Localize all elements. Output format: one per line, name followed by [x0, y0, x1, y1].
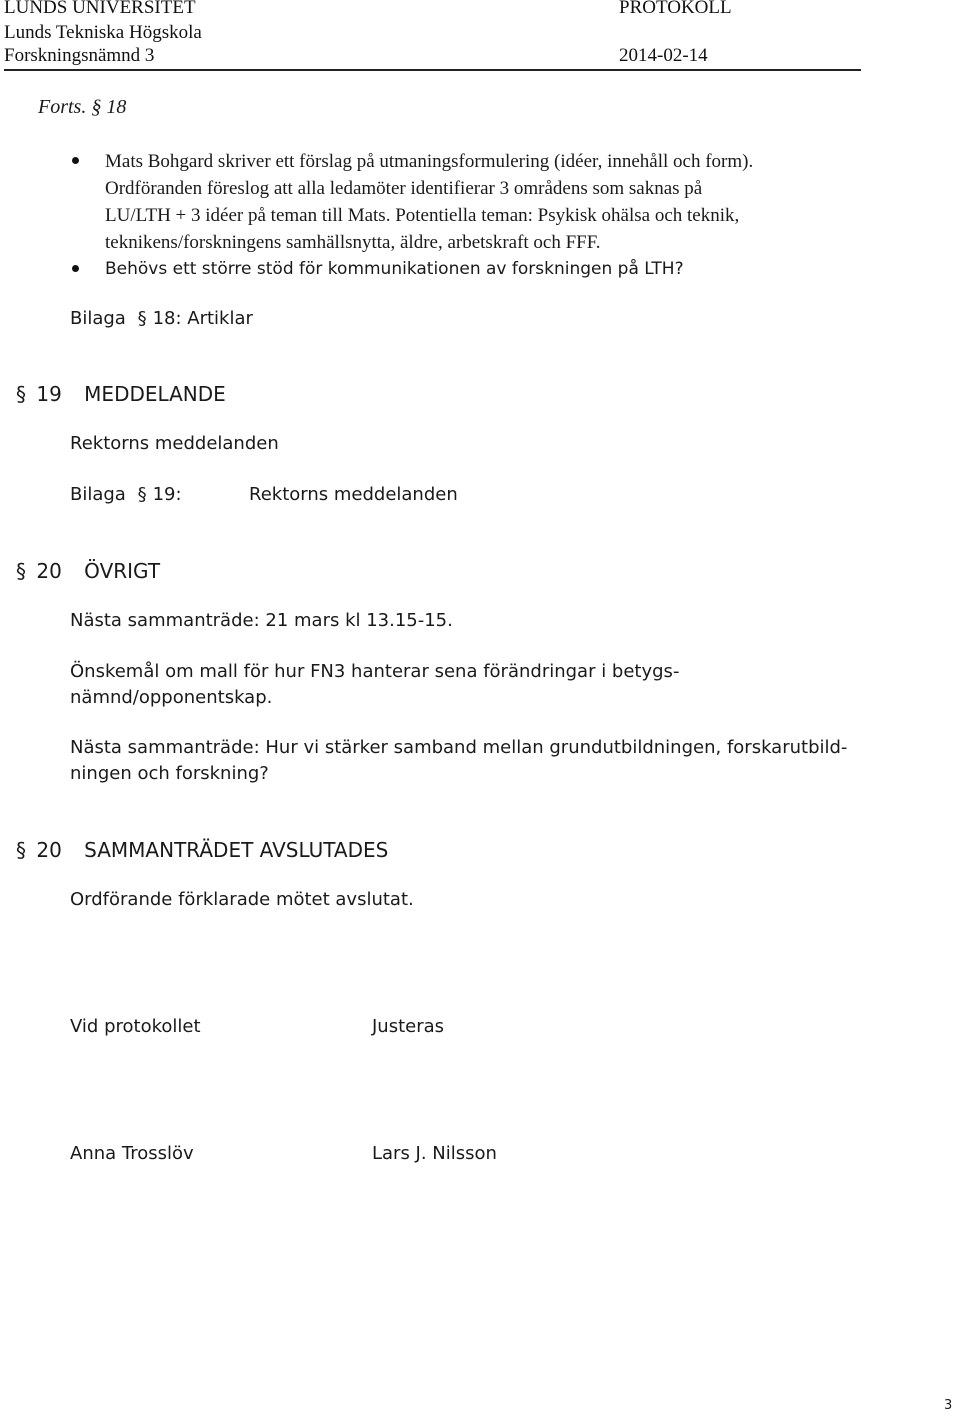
section-number: 19 — [36, 382, 62, 406]
section-number: 20 — [36, 838, 62, 862]
signature-left-name: Anna Trosslöv — [70, 1143, 194, 1164]
attachment-label: Bilaga — [70, 308, 126, 329]
signature-right-label: Justeras — [372, 1016, 445, 1037]
section-number: 20 — [36, 559, 62, 583]
section-title: SAMMANTRÄDET AVSLUTADES — [84, 838, 389, 862]
section-title: ÖVRIGT — [84, 559, 161, 583]
section-sign: § — [137, 308, 147, 329]
section-19-body: Rektorns meddelanden — [70, 433, 279, 454]
attachment-number: 18: — [152, 308, 182, 329]
signature-right-name: Lars J. Nilsson — [372, 1143, 497, 1164]
bullet-dot — [72, 265, 79, 272]
attachment-19 — [70, 484, 182, 505]
bullet-line: Mats Bohgard skriver ett förslag på utmaningsformulering (idéer, innehåll och form). — [105, 151, 754, 172]
committee-name: Forskningsnämnd 3 — [4, 45, 155, 66]
bullet-line: Behövs ett större stöd för kommunikationen av forskningen på LTH? — [105, 259, 684, 279]
attachment-label: Bilaga — [70, 484, 126, 505]
continued-label: Forts. — [38, 96, 87, 118]
page-number: 3 — [944, 1398, 953, 1413]
bullet-line: teknikens/forskningens samhällsnytta, äldre, arbetskraft och FFF. — [105, 232, 601, 253]
header-rule — [4, 69, 861, 71]
section-20-paragraph: ningen och forskning? — [70, 763, 269, 784]
section-19-heading — [16, 382, 226, 406]
section-20-paragraph: Nästa sammanträde: 21 mars kl 13.15-15. — [70, 610, 453, 631]
section-sign: § — [137, 484, 147, 505]
section-20-paragraph: Önskemål om mall för hur FN3 hanterar sena förändringar i betygs- — [70, 661, 680, 682]
faculty-name: Lunds Tekniska Högskola — [4, 22, 202, 43]
section-sign: § — [16, 838, 26, 862]
section-20b-body: Ordförande förklarade mötet avslutat. — [70, 889, 414, 910]
bullet-dot — [72, 157, 79, 164]
document-date: 2014-02-14 — [619, 45, 708, 66]
attachment-title: Artiklar — [187, 308, 253, 329]
section-sign: § — [16, 559, 26, 583]
section-sign: § — [16, 382, 26, 406]
attachment-19-title: Rektorns meddelanden — [249, 484, 458, 505]
section-20-paragraph: Nästa sammanträde: Hur vi stärker samband mellan grundutbildningen, forskarutbild- — [70, 737, 848, 758]
section-title: MEDDELANDE — [84, 382, 226, 406]
section-20-paragraph: nämnd/opponentskap. — [70, 687, 273, 708]
continued-section-sign: § — [91, 96, 102, 118]
attachment-number: 19: — [152, 484, 182, 505]
university-name: LUNDS UNIVERSITET — [4, 0, 196, 18]
bullet-line: LU/LTH + 3 idéer på teman till Mats. Potentiella teman: Psykisk ohälsa och teknik, — [105, 205, 740, 226]
document-type: PROTOKOLL — [619, 0, 732, 18]
continued-number: 18 — [106, 96, 127, 118]
bullet-line: Ordföranden föreslog att alla ledamöter identifierar 3 områdens som saknas på — [105, 178, 703, 199]
continued-heading — [38, 96, 126, 119]
signature-left-label: Vid protokollet — [70, 1016, 201, 1037]
attachment-18 — [70, 308, 253, 329]
section-20-heading — [16, 559, 160, 583]
section-20b-heading — [16, 838, 388, 862]
